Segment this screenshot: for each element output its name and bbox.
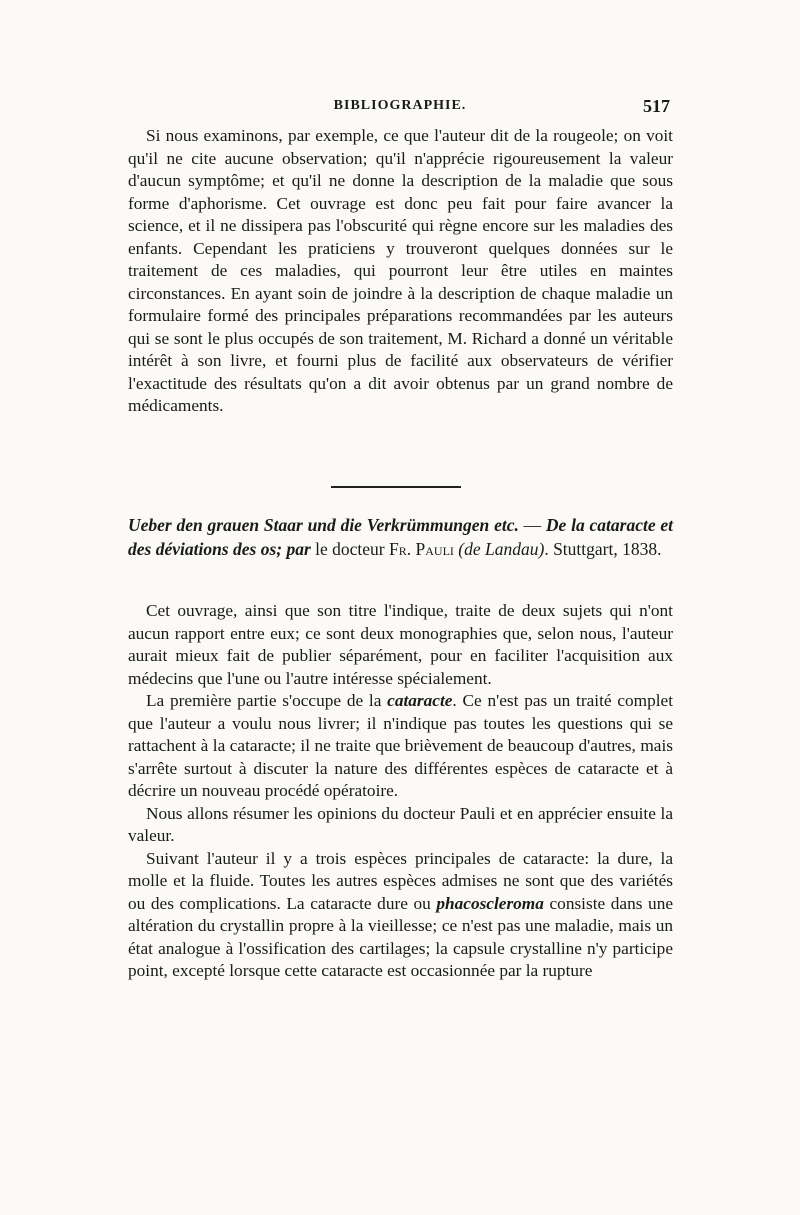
text-run: Suivant l'auteur il y a trois espèces principales de cataracte: la dure, la molle et la fluide. Toutes les autres espèces admises ne sont que des variétés ou des complications. La cataracte dure ou xyxy=(128,848,673,913)
running-title: BIBLIOGRAPHIE. xyxy=(333,98,467,113)
page-number: 517 xyxy=(643,96,670,116)
section-divider xyxy=(331,486,461,488)
author-name: Fr. Pauli xyxy=(389,539,454,559)
page-header xyxy=(130,98,670,120)
paragraph-3: Nous allons résumer les opinions du docteur Pauli et en apprécier ensuite la valeur. xyxy=(128,803,673,845)
author-prefix: le docteur xyxy=(310,539,390,559)
paragraph-4 xyxy=(128,848,673,983)
text-run: La première partie s'occupe de la xyxy=(146,691,388,710)
review-continuation xyxy=(128,125,673,418)
title-dash: — xyxy=(518,515,546,535)
text-run: . Ce n'est pas un traité complet que l'auteur a voulu nous livrer; il n'indique pas toutes les questions qui se rattachent à la cataracte; il ne traite que brièvement de beaucoup d'autres, mais s'arrête surtout à discuter la nature des différentes espèces de cataracte et à décrire un nouveau procédé opératoire. xyxy=(128,691,673,800)
paragraph-2 xyxy=(128,690,673,803)
german-title: Ueber den grauen Staar und die Verkrümmungen etc. xyxy=(128,515,519,535)
book-citation xyxy=(128,513,673,561)
term-cataracte: cataracte xyxy=(387,691,453,710)
paragraph-1: Cet ouvrage, ainsi que son titre l'indique, traite de deux sujets qui n'ont aucun rapport entre eux; ce sont deux monographies que, selon nous, l'auteur aurait mieux fait de publier séparément, pour en faciliter l'acquisition aux médecins que l'une ou l'autre intéresse spécialement. xyxy=(128,601,673,688)
text-run: consiste dans une altération du crystallin propre à la vieillesse; ce n'est pas une maladie, mais un état analogue à l'ossification des cartilages; la capsule crystalline n'y participe point, excepté lorsque cette cataracte est occasionnée par la rupture xyxy=(128,893,674,980)
review-body xyxy=(128,600,673,983)
french-title: De la cataracte et des déviations des os; par xyxy=(128,515,674,559)
paragraph: Si nous examinons, par exemple, ce que l'auteur dit de la rougeole; on voit qu'il ne cite aucune observation; qu'il n'apprécie rigoureusement la valeur d'aucun symptôme; et qu'il ne donne la description de la maladie que sous forme d'aphorisme. Cet ouvrage est donc peu fait pour faire avancer la science, et il ne dissipera pas l'obscurité qui règne encore sur les maladies des enfants. Cependant les praticiens y trouveront quelques données sur le traitement de ces maladies, qui pourront leur être utiles en maintes circonstances. En ayant soin de joindre à la description de chaque maladie un formulaire formé des principales préparations recommandées par les auteurs qui se sont le plus occupés de son traitement, M. Richard a donné un véritable intérêt à son livre, et fourni plus de facilité aux observateurs de vérifier l'exactitude des résultats qu'on a dit avoir obtenus par un grand nombre de médicaments. xyxy=(128,126,673,415)
author-place: (de Landau) xyxy=(458,539,545,559)
imprint: . Stuttgart, 1838. xyxy=(544,539,662,559)
term-phacoscleroma: phacoscleroma xyxy=(436,893,544,913)
